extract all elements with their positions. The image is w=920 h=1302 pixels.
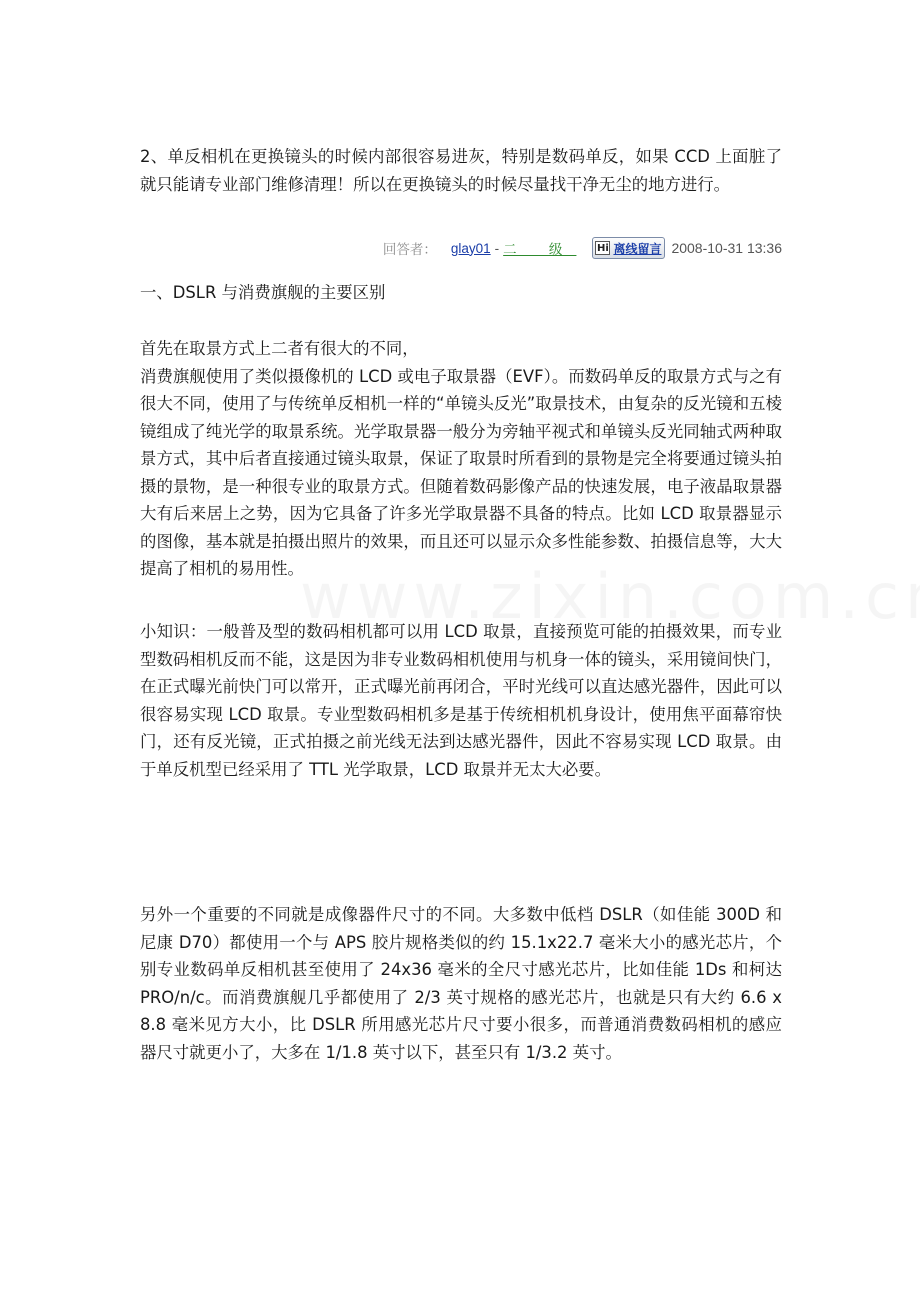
offline-message-button[interactable] <box>592 237 665 259</box>
viewfinder-paragraph: 消费旗舰使用了类似摄像机的 LCD 或电子取景器（EVF）。而数码单反的取景方式与之有很大不同，使用了与传统单反相机一样的“单镜头反光”取景技术，由复杂的反光镜和五棱镜组成了纯光学的取景系统。光学取景器一般分为旁轴平视式和单镜头反光同轴式两种取景方式，其中后者直接通过镜头取景，保证了取景时所看到的景物是完全将要通过镜头拍摄的景物，是一种很专业的取景方式。但随着数码影像产品的快速发展，电子液晶取景器大有后来居上之势，因为它具备了许多光学取景器不具备的特点。比如 LCD 取景器显示的图像，基本就是拍摄出照片的效果，而且还可以显示众多性能参数、拍摄信息等，大大提高了相机的易用性。 <box>140 366 782 578</box>
answer-date: 2008-10-31 13:36 <box>671 240 782 256</box>
intro-text: 2、单反相机在更换镜头的时候内部很容易进灰，特别是数码单反，如果 CCD 上面脏了就只能请专业部门维修清理！所以在更换镜头的时候尽量找干净无尘的地方进行。 <box>140 147 782 194</box>
answerer-label: 回答者： <box>382 242 437 258</box>
user-level-link[interactable]: 二 级 <box>503 242 577 258</box>
viewfinder-section <box>140 335 782 583</box>
offline-message-label: 离线留言 <box>613 241 662 256</box>
tip-section <box>140 618 782 783</box>
viewfinder-intro: 首先在取景方式上二者有很大的不同， <box>140 339 419 358</box>
section-heading-block <box>140 279 782 307</box>
answer-meta <box>383 236 782 260</box>
answerer-user-link[interactable]: glay01 <box>450 240 491 256</box>
separator: - <box>494 240 500 256</box>
sensor-section <box>140 901 782 1066</box>
sensor-paragraph: 另外一个重要的不同就是成像器件尺寸的不同。大多数中低档 DSLR（如佳能 300D 和尼康 D70）都使用一个与 APS 胶片规格类似的约 15.1x22.7 毫米大小的感光芯片，个别专业数码单反相机甚至使用了 24x36 毫米的全尺寸感光芯片，比如佳能 1Ds 和柯达 PRO/n/c。而消费旗舰几乎都使用了 2/3 英寸规格的感光芯片，也就是只有大约 6.6 x 8.8 毫米见方大小，比 DSLR 所用感光芯片尺寸要小很多，而普通消费数码相机的感应器尺寸就更小了，大多在 1/1.8 英寸以下，甚至只有 1/3.2 英寸。 <box>140 905 782 1062</box>
hi-message-icon: Hi <box>597 242 609 254</box>
tip-paragraph: 小知识：一般普及型的数码相机都可以用 LCD 取景，直接预览可能的拍摄效果，而专业型数码相机反而不能，这是因为非专业数码相机使用与机身一体的镜头，采用镜间快门，在正式曝光前快门可以常开，正式曝光前再闭合，平时光线可以直达感光器件，因此可以很容易实现 LCD 取景。专业型数码相机多是基于传统相机机身设计，使用焦平面幕帘快门，还有反光镜，正式拍摄之前光线无法到达感光器件，因此不容易实现 LCD 取景。由于单反机型已经采用了 TTL 光学取景，LCD 取景并无太大必要。 <box>140 622 782 779</box>
intro-paragraph <box>140 143 782 198</box>
section-heading: 一、DSLR 与消费旗舰的主要区别 <box>140 283 386 302</box>
